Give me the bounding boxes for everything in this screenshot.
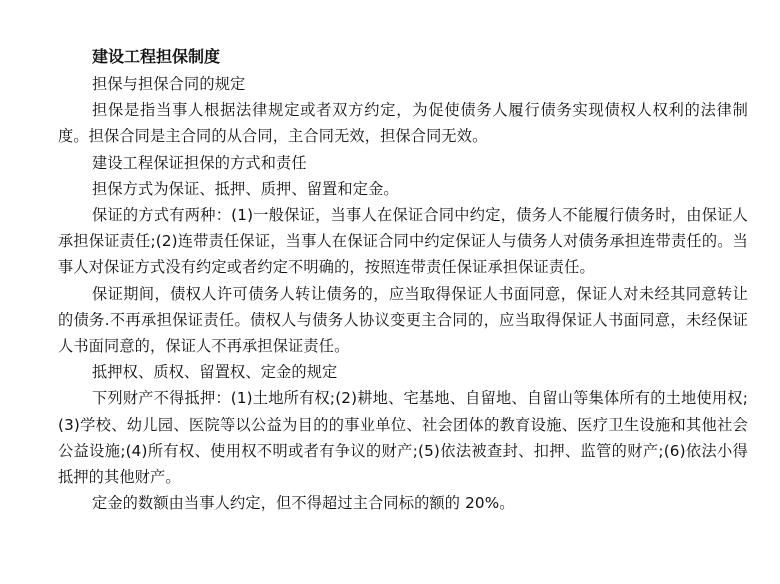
section-heading-mortgage-rules: 抵押权、质权、留置权、定金的规定 (92, 363, 338, 382)
paragraph-non-mortgageable-property: 下列财产不得抵押：(1)土地所有权;(2)耕地、宅基地、自留地、自留山等集体所有的土地使用权;(3)学校、幼儿园、医院等以公益为目的的事业单位、社会团体的教育设施、医疗卫生设施和其他社会公益设施;(4)所有权、使用权不明或者有争议的财产;(5)依法被查封、扣押、监管的财产;(6)依法小得抵押的其他财产。 (58, 389, 748, 487)
document-body (58, 44, 748, 516)
paragraph-guarantee-definition: 担保是指当事人根据法律规定或者双方约定，为促使债务人履行债务实现债权人权利的法律制度。担保合同是主合同的从合同，主合同无效，担保合同无效。 (58, 101, 748, 146)
paragraph-guarantee-modes: 保证的方式有两种：(1)一般保证，当事人在保证合同中约定，债务人不能履行债务时，由保证人承担保证责任;(2)连带责任保证，当事人在保证合同中约定保证人与债务人对债务承担连带责任的。当事人对保证方式没有约定或者约定不明确的，按照连带责任保证承担保证责任。 (58, 206, 748, 277)
section-heading-guarantee-methods: 建设工程保证担保的方式和责任 (92, 153, 307, 172)
paragraph-guarantee-types: 担保方式为保证、抵押、质押、留置和定金。 (92, 179, 399, 198)
section-heading-guarantee-contract: 担保与担保合同的规定 (92, 75, 246, 93)
paragraph-guarantee-period: 保证期间，债权人许可债务人转让债务的，应当取得保证人书面同意，保证人对未经其同意转让的债务.不再承担保证责任。债权人与债务人协议变更主合同的，应当取得保证人书面同意，未经保证人书面同意的，保证人不再承担保证责任。 (58, 284, 748, 356)
paragraph-deposit-amount: 定金的数额由当事人约定，但不得超过主合同标的额的 20%。 (92, 494, 515, 513)
document-title: 建设工程担保制度 (92, 47, 221, 66)
